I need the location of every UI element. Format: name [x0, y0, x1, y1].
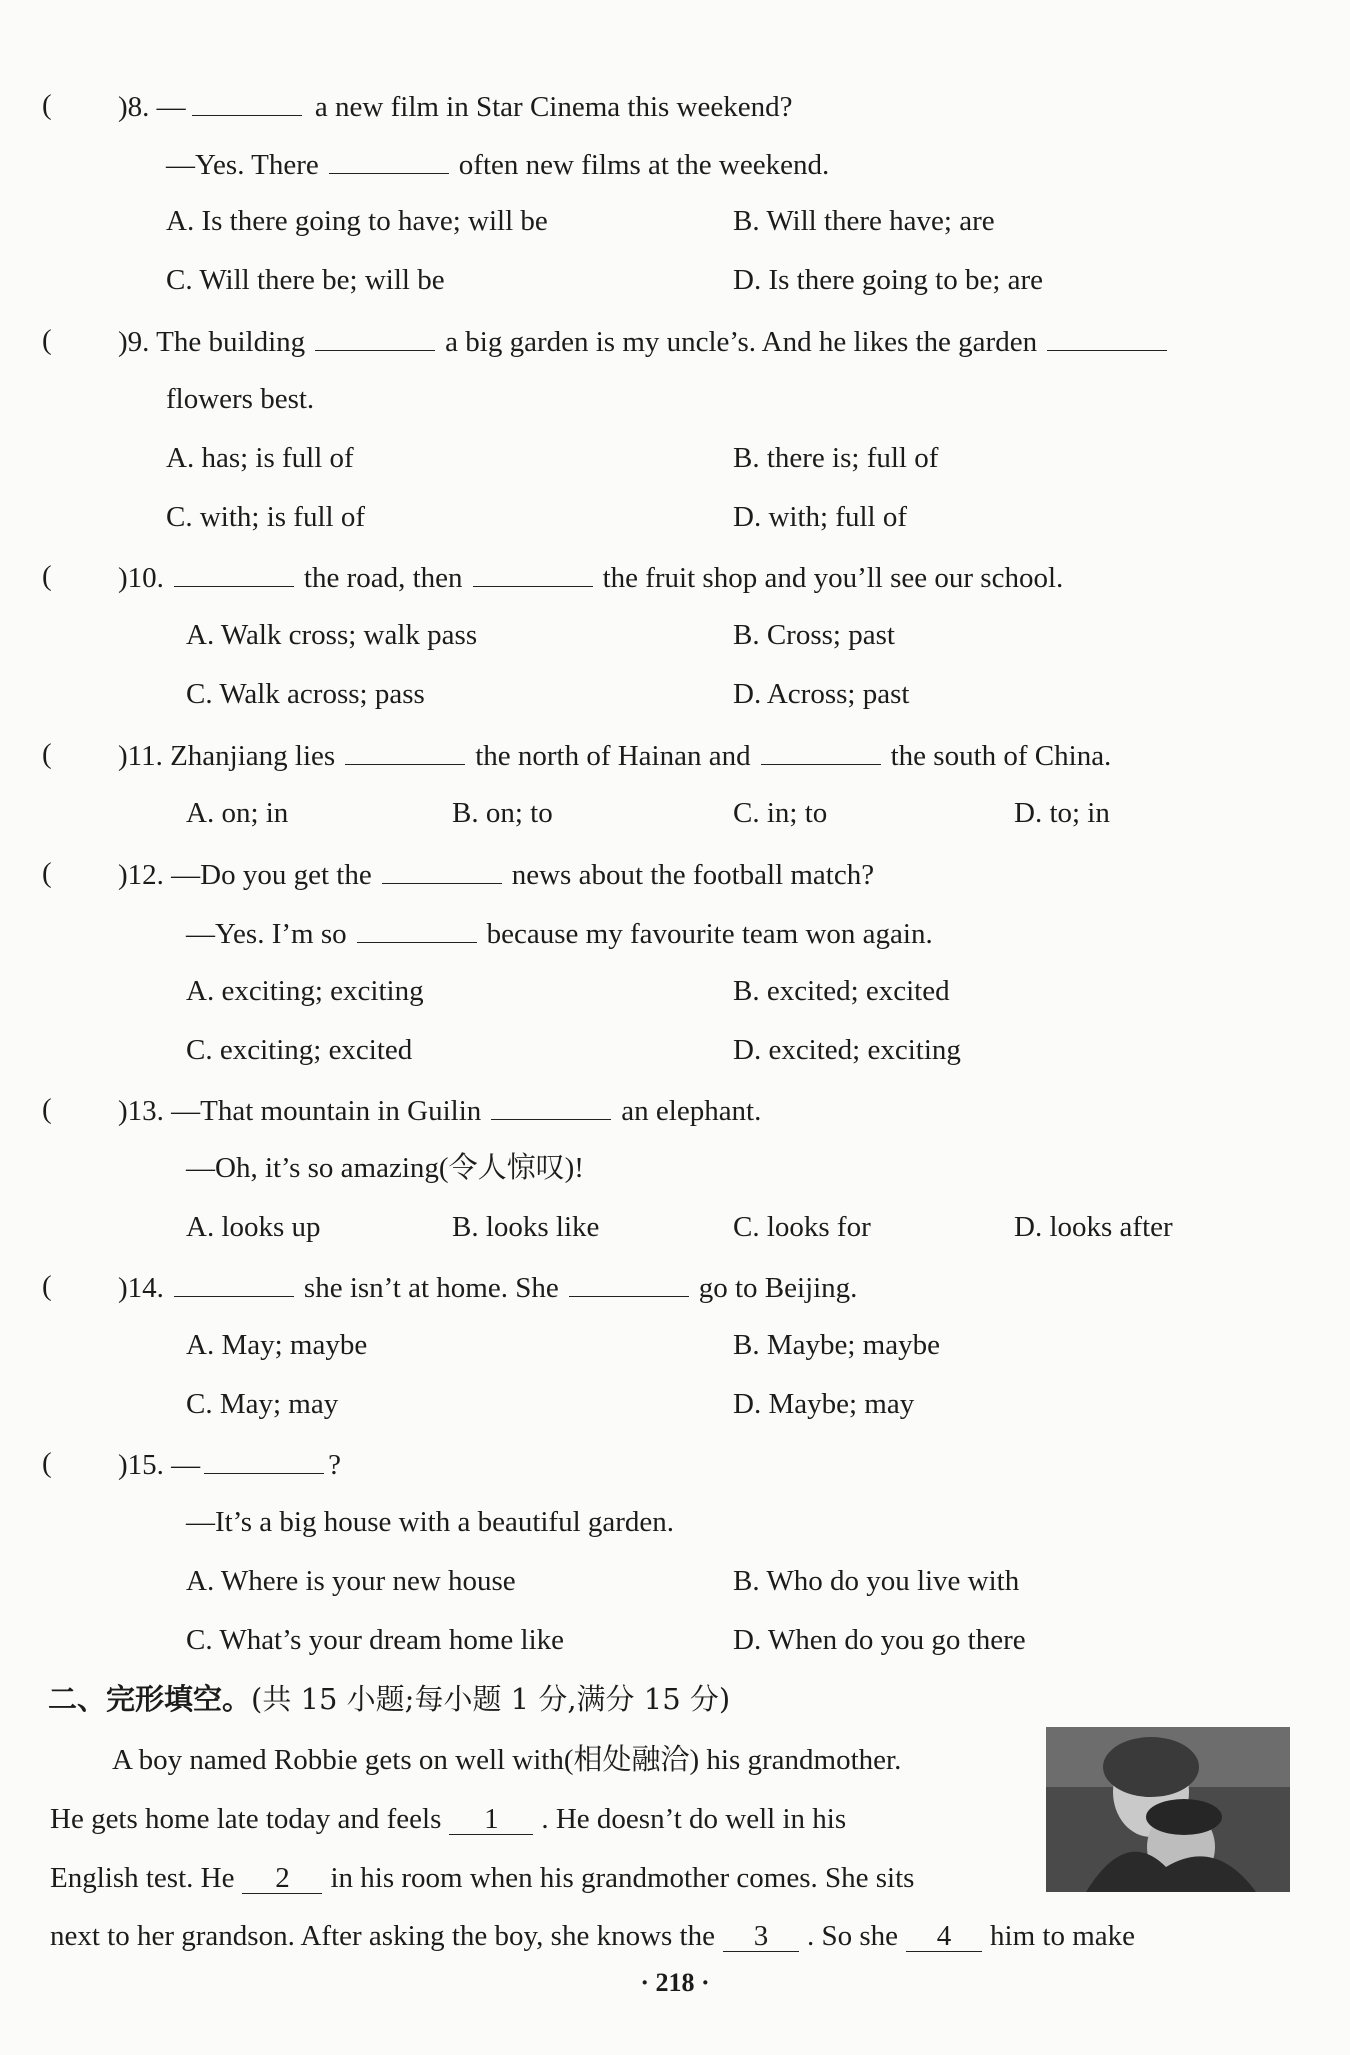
option-d: D. with; full of: [733, 501, 907, 533]
question-15-line-2: —It’s a big house with a beautiful garden.: [186, 1506, 675, 1538]
blank: [491, 1091, 611, 1120]
option-d: D. When do you go there: [733, 1624, 1026, 1656]
option-d: D. Across; past: [733, 678, 910, 710]
passage-line-2: He gets home late today and feels 1 . He doesn’t do well in his: [50, 1803, 847, 1835]
option-b: B. there is; full of: [733, 442, 939, 474]
blank: [473, 558, 593, 587]
answer-paren: (: [42, 1270, 52, 1302]
grandmother-and-boy-photo: [1046, 1727, 1290, 1892]
cloze-blank-1: 1: [449, 1804, 533, 1835]
option-d: D. looks after: [1014, 1211, 1173, 1243]
question-8-line-2: —Yes. There often new films at the weekend.: [166, 145, 829, 183]
question-12-line-2: —Yes. I’m so because my favourite team won again.: [186, 914, 933, 952]
blank: [174, 1268, 294, 1297]
option-a: A. looks up: [186, 1211, 321, 1243]
option-d: D. Maybe; may: [733, 1388, 915, 1420]
option-c: C. Walk across; pass: [186, 678, 425, 710]
photo-figures: [1046, 1727, 1290, 1892]
blank: [569, 1268, 689, 1297]
question-15-line-1: )15. — ?: [118, 1445, 341, 1483]
option-b: B. Will there have; are: [733, 205, 995, 237]
blank: [329, 145, 449, 174]
passage-line-3: English test. He 2 in his room when his grandmother comes. She sits: [50, 1862, 915, 1894]
section-scoring: (共 15 小题;每小题 1 分,满分 15 分): [251, 1682, 731, 1716]
option-c: C. looks for: [733, 1211, 871, 1243]
option-d: D. excited; exciting: [733, 1034, 961, 1066]
blank: [315, 322, 435, 351]
option-c: C. Will there be; will be: [166, 264, 445, 296]
blank: [761, 736, 881, 765]
option-c: C. with; is full of: [166, 501, 365, 533]
option-d: D. Is there going to be; are: [733, 264, 1044, 296]
blank: [174, 558, 294, 587]
passage-line-4: next to her grandson. After asking the boy, she knows the 3 . So she 4 him to make: [50, 1920, 1136, 1952]
blank: [345, 736, 465, 765]
passage-line-1: A boy named Robbie gets on well with(相处融洽) his grandmother.: [112, 1744, 902, 1776]
question-9-line-2: flowers best.: [166, 383, 315, 415]
answer-paren: (: [42, 857, 52, 889]
blank: [1047, 322, 1167, 351]
option-b: B. looks like: [452, 1211, 600, 1243]
answer-paren: (: [42, 1093, 52, 1125]
answer-paren: (: [42, 324, 52, 356]
option-a: A. Where is your new house: [186, 1565, 516, 1597]
cloze-blank-2: 2: [242, 1863, 322, 1894]
option-c: C. What’s your dream home like: [186, 1624, 564, 1656]
option-a: A. Is there going to have; will be: [166, 205, 548, 237]
blank: [357, 914, 477, 943]
option-a: A. May; maybe: [186, 1329, 368, 1361]
blank: [382, 855, 502, 884]
option-b: B. Cross; past: [733, 619, 895, 651]
option-b: B. Maybe; maybe: [733, 1329, 940, 1361]
question-9-line-1: )9. The building a big garden is my uncle’s. And he likes the garden: [118, 322, 1177, 360]
option-a: A. exciting; exciting: [186, 975, 424, 1007]
blank: [204, 1445, 324, 1474]
option-a: A. Walk cross; walk pass: [186, 619, 478, 651]
blank: [192, 87, 302, 116]
option-b: B. on; to: [452, 797, 553, 829]
question-13-line-2: —Oh, it’s so amazing(令人惊叹)!: [186, 1152, 584, 1184]
option-a: A. has; is full of: [166, 442, 354, 474]
page-number: · 218 ·: [640, 1968, 710, 1997]
question-10-line-1: )10. the road, then the fruit shop and you’ll see our school.: [118, 558, 1063, 596]
cloze-blank-3: 3: [723, 1921, 799, 1952]
answer-paren: (: [42, 560, 52, 592]
option-b: B. excited; excited: [733, 975, 950, 1007]
option-d: D. to; in: [1014, 797, 1110, 829]
cloze-blank-4: 4: [906, 1921, 982, 1952]
option-c: C. exciting; excited: [186, 1034, 413, 1066]
answer-paren: (: [42, 738, 52, 770]
question-12-line-1: )12. —Do you get the news about the football match?: [118, 855, 874, 893]
option-c: C. in; to: [733, 797, 828, 829]
question-8-line-1: )8. — a new film in Star Cinema this weekend?: [118, 87, 793, 125]
answer-paren: (: [42, 89, 52, 121]
answer-paren: (: [42, 1447, 52, 1479]
question-14-line-1: )14. she isn’t at home. She go to Beijing.: [118, 1268, 857, 1306]
question-13-line-1: )13. —That mountain in Guilin an elephant.: [118, 1091, 761, 1129]
option-a: A. on; in: [186, 797, 289, 829]
question-11-line-1: )11. Zhanjiang lies the north of Hainan and the south of China.: [118, 736, 1111, 774]
section-title: 二、完形填空。: [48, 1682, 252, 1716]
option-b: B. Who do you live with: [733, 1565, 1020, 1597]
section-heading: [48, 1681, 730, 1717]
option-c: C. May; may: [186, 1388, 339, 1420]
